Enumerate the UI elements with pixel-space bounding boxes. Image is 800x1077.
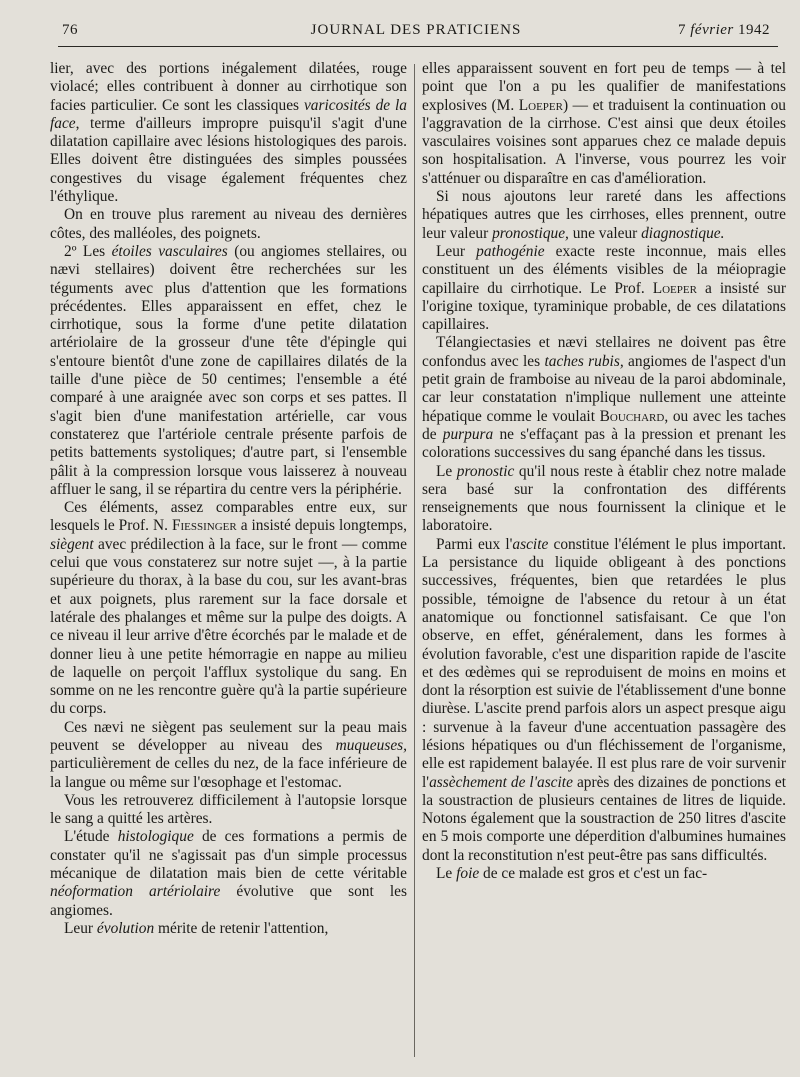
paragraph: Télangiectasies et nævi stellaires ne doivent pas être confondus avec les taches rubis, angiomes de l'aspect d'un petit grain de framboise au niveau de la paroi abdominale, car leur constatation n'implique nullement une atteinte hépatique comme le voulait Bouchard, ou avec les taches de purpura ne s'effaçant pas à la pression et prenant les colorations successives du sang épanché dans les tissus.	[422, 334, 787, 462]
paragraph: Leur pathogénie exacte reste inconnue, mais elles constituent un des éléments visibles de la méiopragie capillaire du cirrhotique. Le Prof. Loeper a insisté sur l'origine toxique, tyraminique probable, de ces dilatations capillaires.	[422, 242, 786, 334]
journal-title: JOURNAL DES PRATICIENS	[310, 22, 522, 38]
paragraph: On en trouve plus rarement au niveau des dernières côtes, des malléoles, des poignets.	[50, 206, 407, 242]
paragraph: 2º Les étoiles vasculaires (ou angiomes stellaires, ou nævi stellaires) doivent être recherchées sur les téguments avec plus d'attention que les formations précédentes. Elles apparaissent en effet, chez le cirrhotique, sous la forme d'une petite dilatation artériolaire de la grosseur d'une tête d'épingle qui s'entoure bientôt d'une zone de capillaires dilatés de la taille d'une pièce de 50 centimes; l'ensemble a été comparé à une araignée avec son corps et ses pattes. Il s'agit bien d'une manifestation artérielle, car vous constaterez que l'artériole centrale présente parfois de petits battements systoliques; d'autre part, si l'ensemble pâlit à la compression lorsque vous laisserez à nouveau affluer le sang, il se répartira du centre vers la périphérie.	[50, 242, 407, 498]
paragraph: Ces éléments, assez comparables entre eux, sur lesquels le Prof. N. Fiessinger a insisté depuis longtemps, siègent avec prédilection à la face, sur le front — comme celui que vous constaterez sur notre sujet —, à la partie supérieure du thorax, à la base du cou, sur les avant-bras et aux poignets, plus rarement sur la face dorsale et latérale des phalanges et même sur la pulpe des doigts. A ce niveau il leur arrive d'être écorchés par le malade et de donner lieu à une petite hémorragie en nappe au milieu de laquelle on perçoit l'afflux systolique du sang. En somme on ne les rencontre guère qu'à la partie supérieure du corps.	[50, 499, 407, 718]
paragraph: lier, avec des portions inégalement dilatées, rouge violacé; elles contribuent à donner au cirrhotique son facies particulier. Ce sont les classiques varicosités de la face, terme d'ailleurs impropre puisqu'il s'agit d'une dilatation capillaire avec lésions histologiques des parois. Elles doivent être distinguées des simples poussées congestives du visage également fréquentes chez l'éthylique.	[50, 60, 407, 206]
column-divider	[414, 64, 415, 1057]
left-column	[50, 60, 407, 1073]
paragraph: Parmi eux l'ascite constitue l'élément le plus important. La persistance du liquide obligeant à des ponctions successives, fréquentes, bien que retardées le plus possible, témoigne de l'absence du retour à un état anatomique ou fonctionnel satisfaisant. Ce que l'on observe, en effet, généralement, dans les formes à évolution favorable, c'est une disparition rapide de l'ascite et des œdèmes qui se reproduisent de moins en moins et dont la résorption est suivie de l'établissement d'une bonne diurèse. L'ascite prend parfois alors un aspect presque aigu : survenue à la faveur d'une accentuation passagère des lésions hépatiques ou d'un fléchissement de l'organisme, elle est rapidement balayée. Il est plus rare de voir survenir l'assèchement de l'ascite après des dizaines de ponctions et la soustraction de plusieurs centaines de litres de liquide. Notons également que la soustraction de 250 litres d'ascite en 5 mois comporte une déperdition d'albumines humaines dont la reconstitution n'est peut-être pas sans difficultés.	[422, 535, 787, 864]
running-header	[62, 22, 770, 44]
paragraph: Vous les retrouverez difficilement à l'autopsie lorsque le sang a quitté les artères.	[50, 791, 407, 828]
paragraph: elles apparaissent souvent en fort peu de temps — à tel point que l'on a pu les qualifier de manifestations explosives (M. Loeper) — et traduisent la continuation ou l'aggravation de la cirrhose. C'est ainsi que deux étoiles vasculaires voisines sont apparues chez ce malade depuis son hospitalisation. A l'inverse, vous pourrez les voir s'atténuer ou disparaître en cas d'amélioration.	[422, 60, 787, 187]
issue-date: 7 février 1942	[678, 22, 770, 38]
paragraph: Le foie de ce malade est gros et c'est un fac-	[436, 865, 708, 883]
page-number: 76	[62, 22, 78, 38]
paragraph: Si nous ajoutons leur rareté dans les affections hépatiques autres que les cirrhoses, elles prennent, outre leur valeur pronostique, une valeur diagnostique.	[422, 188, 786, 242]
right-column	[422, 60, 786, 1073]
paragraph: L'étude histologique de ces formations a permis de constater qu'il ne s'agissait pas d'un simple processus mécanique de dilatation mais bien de cette véritable néoformation artériolaire évolutive que sont les angiomes.	[50, 828, 407, 919]
paragraph: Le pronostic qu'il nous reste à établir chez notre malade sera basé sur la confrontation des différents renseignements que nous fournissent la clinique et le laboratoire.	[422, 462, 787, 535]
header-rule	[58, 46, 778, 47]
paragraph: Leur évolution mérite de retenir l'attention,	[64, 919, 329, 937]
paragraph: Ces nævi ne siègent pas seulement sur la peau mais peuvent se développer au niveau des muqueuses, particulièrement de celles du nez, de la face inférieure de la langue ou même sur l'œsophage et l'estomac.	[50, 718, 407, 791]
